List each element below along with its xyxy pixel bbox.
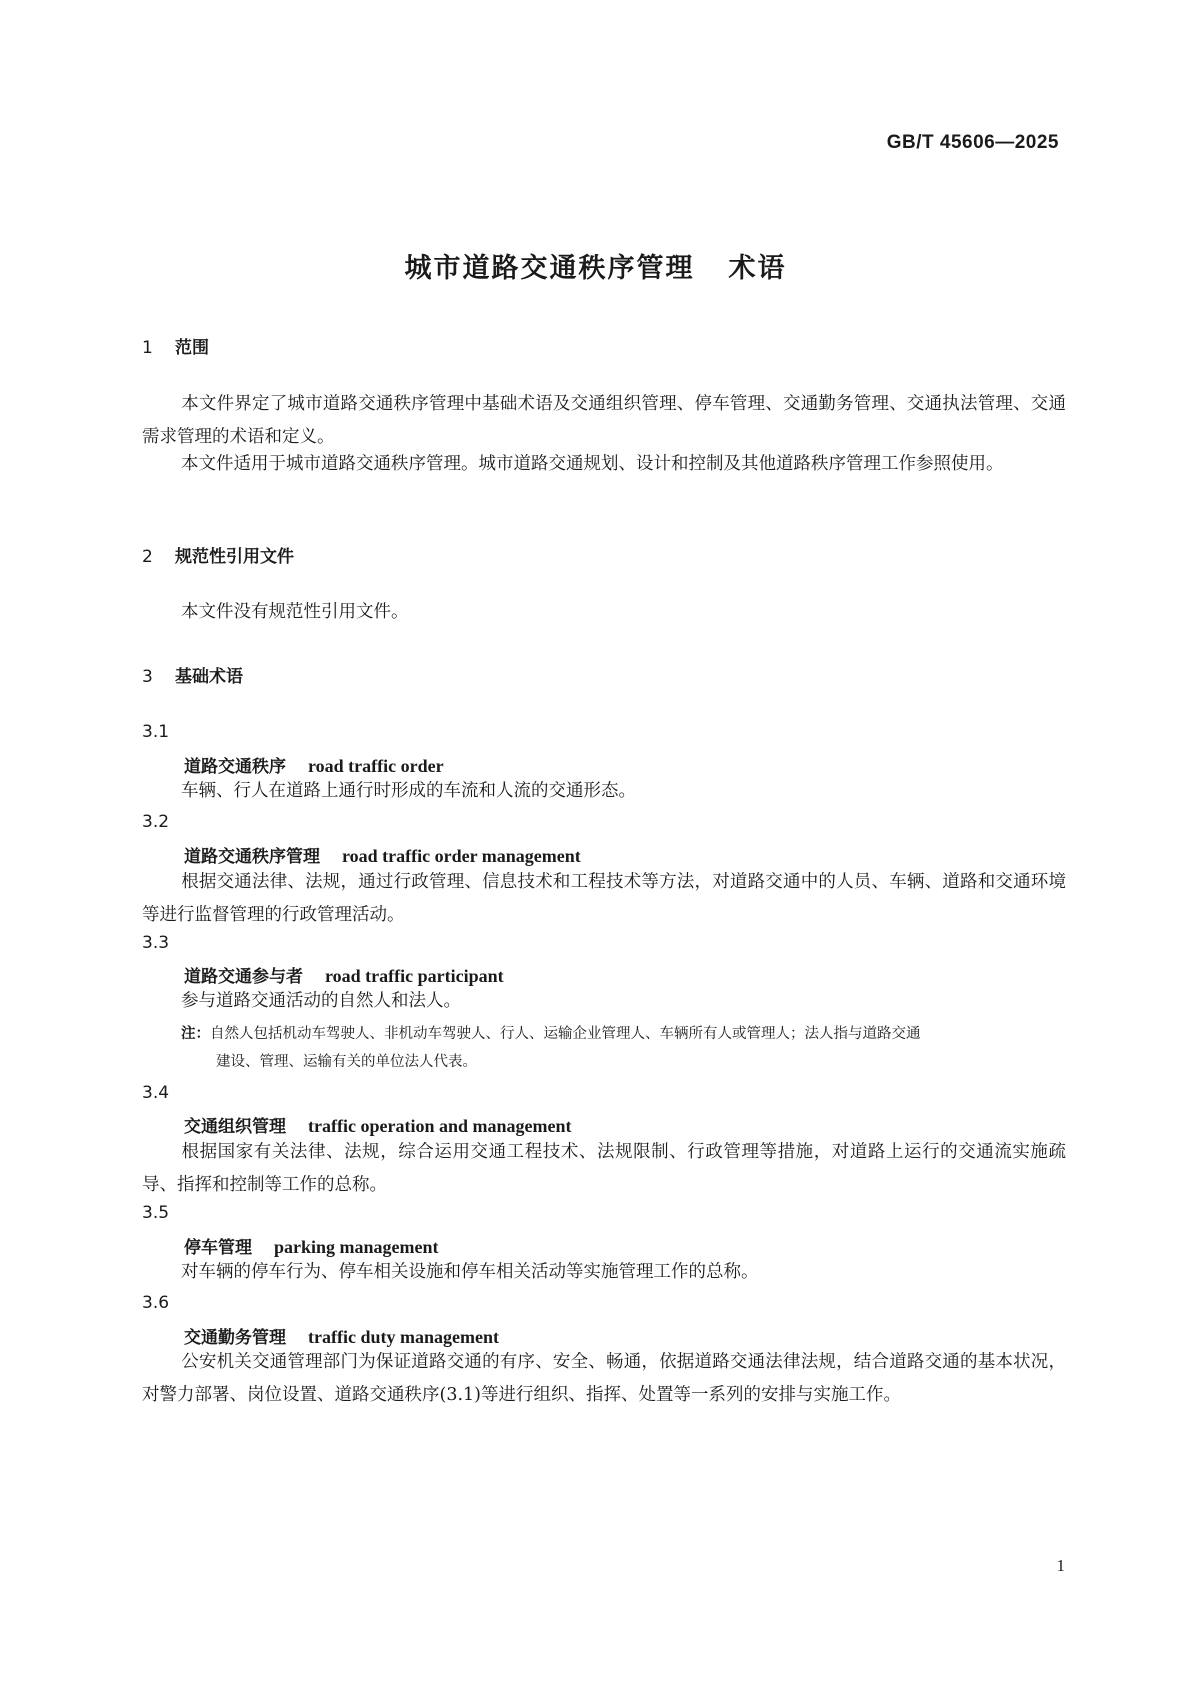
section-1-paragraph-2 — [142, 448, 1066, 481]
definition-text: 参与道路交通活动的自然人和法人。 — [181, 991, 461, 1011]
paragraph-text: 本文件界定了城市道路交通秩序管理中基础术语及交通组织管理、停车管理、交通勤务管理、交通执法管理、交通需求管理的术语和定义。 — [142, 394, 1066, 447]
term-entry — [184, 1323, 499, 1348]
term-en: parking management — [274, 1237, 439, 1257]
clause-number: 3.6 — [142, 1293, 170, 1313]
section-title: 规范性引用文件 — [175, 547, 294, 567]
section-title: 范围 — [175, 338, 209, 358]
term-entry — [184, 1233, 439, 1258]
definition-text: 公安机关交通管理部门为保证道路交通的有序、安全、畅通，依据道路交通法律法规，结合道路交通的基本状况，对警力部署、岗位设置、道路交通秩序(3.1)等进行组织、指挥、处置等一系列的安排与实施工作。 — [142, 1352, 1066, 1405]
definition-text: 根据交通法律、法规，通过行政管理、信息技术和工程技术等方法，对道路交通中的人员、车辆、道路和交通环境等进行监督管理的行政管理活动。 — [142, 872, 1066, 925]
section-number: 2 — [142, 547, 153, 567]
term-en: traffic operation and management — [308, 1116, 572, 1136]
note-text-continued: 建设、管理、运输有关的单位法人代表。 — [216, 1054, 477, 1070]
paragraph-text: 本文件没有规范性引用文件。 — [181, 602, 409, 622]
note-text: 自然人包括机动车驾驶人、非机动车驾驶人、行人、运输企业管理人、车辆所有人或管理人；法人指与道路交通 — [210, 1026, 921, 1042]
section-number: 1 — [142, 338, 153, 358]
definition-text: 对车辆的停车行为、停车相关设施和停车相关活动等实施管理工作的总称。 — [181, 1262, 759, 1282]
term-definition — [142, 1256, 1066, 1289]
clause-number: 3.4 — [142, 1083, 170, 1103]
document-title — [0, 246, 1191, 285]
paragraph-text: 本文件适用于城市道路交通秩序管理。城市道路交通规划、设计和控制及其他道路秩序管理工作参照使用。 — [181, 454, 1004, 474]
clause-number: 3.2 — [142, 812, 170, 832]
section-3-heading — [142, 662, 243, 687]
clause-number: 3.1 — [142, 722, 170, 742]
term-zh: 道路交通参与者 — [184, 967, 303, 987]
term-en: road traffic participant — [325, 966, 504, 986]
term-definition — [142, 985, 1066, 1018]
section-title: 基础术语 — [175, 667, 243, 687]
term-zh: 道路交通秩序 — [184, 757, 286, 777]
title-sub: 术语 — [728, 253, 787, 284]
term-definition — [142, 866, 1066, 932]
section-number: 3 — [142, 667, 153, 687]
term-zh: 停车管理 — [184, 1238, 252, 1258]
clause-number: 3.5 — [142, 1203, 170, 1223]
term-note — [181, 1020, 1066, 1076]
term-definition — [142, 1136, 1066, 1202]
term-en: road traffic order management — [342, 846, 581, 866]
term-definition — [142, 1346, 1066, 1412]
term-entry — [184, 842, 581, 867]
term-entry — [184, 752, 444, 777]
page-number: 1 — [1056, 1556, 1065, 1575]
term-zh: 道路交通秩序管理 — [184, 847, 320, 867]
term-zh: 交通勤务管理 — [184, 1328, 286, 1348]
term-entry — [184, 1112, 571, 1137]
title-main: 城市道路交通秩序管理 — [404, 253, 695, 284]
section-1-paragraph-1 — [142, 388, 1066, 454]
section-1-heading — [142, 333, 209, 358]
term-en: traffic duty management — [308, 1327, 499, 1347]
clause-number: 3.3 — [142, 933, 170, 953]
term-en: road traffic order — [308, 756, 444, 776]
term-definition — [142, 775, 1066, 808]
section-2-paragraph-1 — [142, 596, 1066, 629]
definition-text: 车辆、行人在道路上通行时形成的车流和人流的交通形态。 — [181, 781, 636, 801]
term-entry — [184, 962, 504, 987]
note-label: 注： — [181, 1026, 210, 1042]
standard-number: GB/T 45606—2025 — [886, 132, 1059, 153]
section-2-heading — [142, 542, 294, 567]
term-zh: 交通组织管理 — [184, 1117, 286, 1137]
definition-text: 根据国家有关法律、法规，综合运用交通工程技术、法规限制、行政管理等措施，对道路上运行的交通流实施疏导、指挥和控制等工作的总称。 — [142, 1142, 1066, 1195]
